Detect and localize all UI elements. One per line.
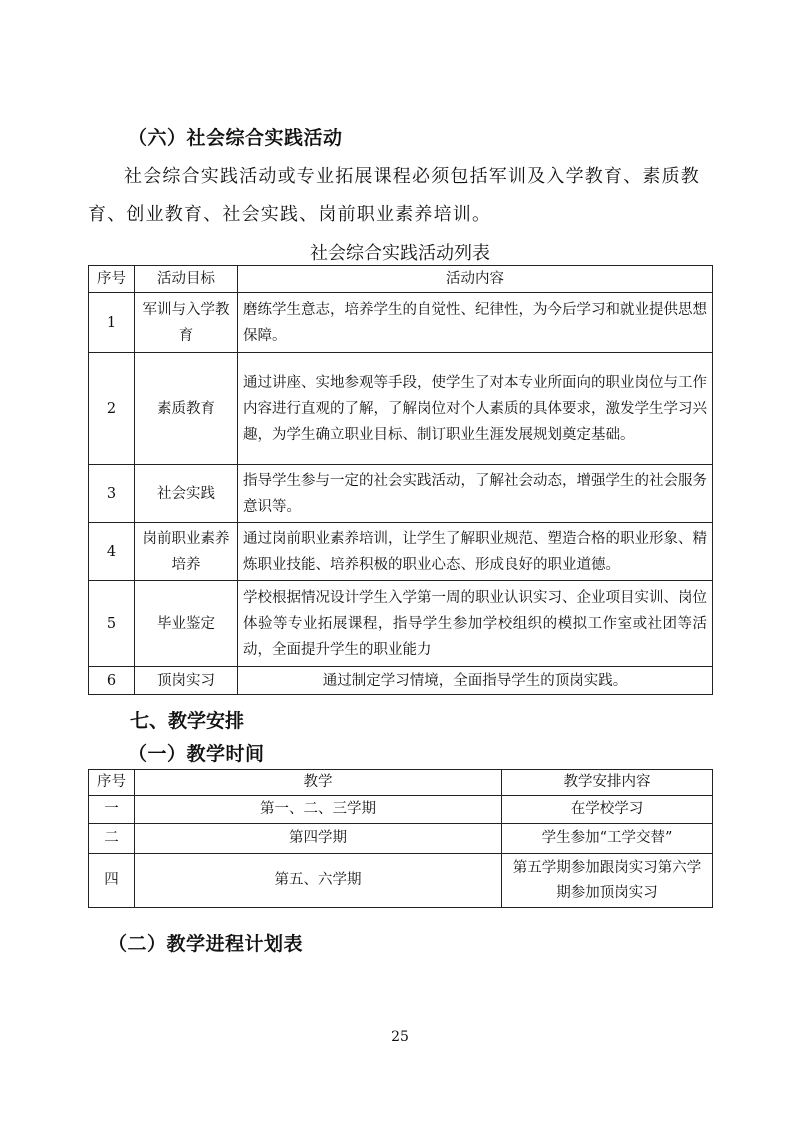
row-number: 2	[89, 353, 135, 465]
row-number: 1	[89, 293, 135, 353]
table-row	[89, 581, 713, 667]
page-number: 25	[391, 1029, 409, 1045]
row-content: 学校根据情况设计学生入学第一周的职业认识实习、企业项目实训、岗位体验等专业拓展课程，指导学生参加学校组织的模拟工作室或社团等活动，全面提升学生的职业能力	[238, 581, 713, 667]
row-number: 5	[89, 581, 135, 667]
row-goal: 社会实践	[135, 465, 238, 523]
row-term: 第一、二、三学期	[135, 796, 502, 824]
row-content: 通过岗前职业素养培训，让学生了解职业规范、塑造合格的职业形象、精炼职业技能、培养积极的职业心态、形成良好的职业道德。	[238, 523, 713, 581]
table-row	[89, 667, 713, 695]
subsection-heading-teaching-plan: （二）教学进程计划表	[108, 933, 304, 955]
table-row	[89, 293, 713, 353]
section-heading-teaching-arrangement: 七、教学安排	[130, 710, 245, 732]
row-content: 第五学期参加跟岗实习第六学期参加顶岗实习	[502, 854, 713, 908]
header-cell: 教学	[135, 770, 502, 796]
header-cell: 活动目标	[135, 266, 238, 293]
row-number: 一	[89, 796, 135, 824]
table-header-row	[89, 770, 713, 796]
row-number: 4	[89, 523, 135, 581]
row-goal: 岗前职业素养培养	[135, 523, 238, 581]
subsection-heading-teaching-time: （一）教学时间	[128, 743, 265, 765]
row-number: 6	[89, 667, 135, 695]
table-caption: 社会综合实践活动列表	[310, 243, 490, 264]
header-cell: 序号	[89, 770, 135, 796]
row-content: 学生参加“工学交替”	[502, 824, 713, 854]
table-row	[89, 465, 713, 523]
row-content: 通过讲座、实地参观等手段，使学生了对本专业所面向的职业岗位与工作内容进行直观的了解，了解岗位对个人素质的具体要求，激发学生学习兴趣，为学生确立职业目标、制订职业生涯发展规划奠定基础。	[238, 353, 713, 465]
row-term: 第五、六学期	[135, 854, 502, 908]
table-row	[89, 854, 713, 908]
row-content: 在学校学习	[502, 796, 713, 824]
teaching-time-table	[88, 769, 713, 908]
header-cell: 序号	[89, 266, 135, 293]
table-header-row	[89, 266, 713, 293]
table-row	[89, 523, 713, 581]
row-content: 通过制定学习情境，全面指导学生的顶岗实践。	[238, 667, 713, 695]
table-row	[89, 796, 713, 824]
row-goal: 顶岗实习	[135, 667, 238, 695]
table-row	[89, 353, 713, 465]
row-term: 第四学期	[135, 824, 502, 854]
header-cell: 活动内容	[238, 266, 713, 293]
row-content: 指导学生参与一定的社会实践活动，了解社会动态，增强学生的社会服务意识等。	[238, 465, 713, 523]
row-number: 3	[89, 465, 135, 523]
row-goal: 毕业鉴定	[135, 581, 238, 667]
header-cell: 教学安排内容	[502, 770, 713, 796]
row-number: 二	[89, 824, 135, 854]
row-number: 四	[89, 854, 135, 908]
table-row	[89, 824, 713, 854]
section-paragraph: 社会综合实践活动或专业拓展课程必须包括军训及入学教育、素质教育、创业教育、社会实践、岗前职业素养培训。	[88, 166, 700, 225]
row-goal: 素质教育	[135, 353, 238, 465]
social-practice-table	[88, 265, 713, 695]
row-content: 磨练学生意志，培养学生的自觉性、纪律性，为今后学习和就业提供思想保障。	[238, 293, 713, 353]
section-heading-social-practice: （六）社会综合实践活动	[128, 127, 343, 149]
row-goal: 军训与入学教育	[135, 293, 238, 353]
